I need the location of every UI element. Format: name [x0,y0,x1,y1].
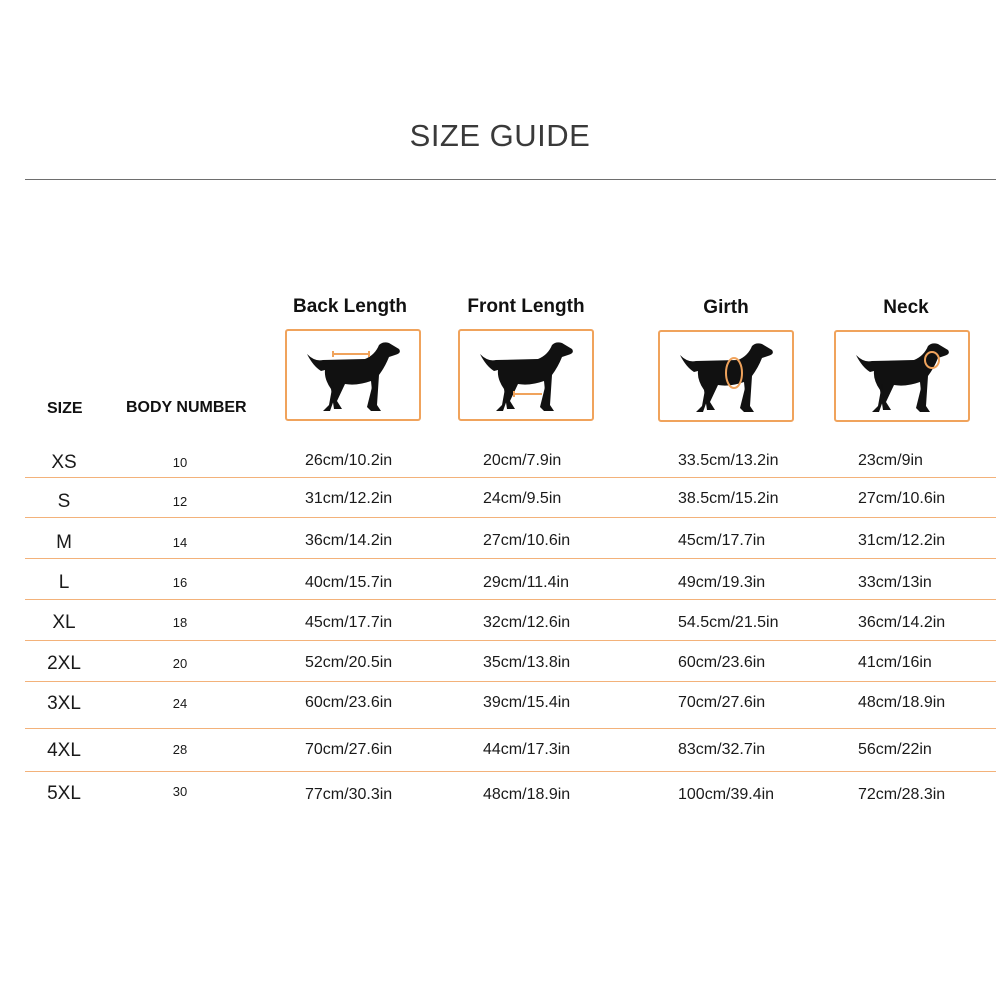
neck-cell: 41cm/16in [858,654,932,671]
body-number-cell: 24 [172,696,188,711]
front-length-cell: 35cm/13.8in [483,654,571,671]
front-length-cell: 32cm/12.6in [483,614,571,631]
row-divider [25,728,996,729]
body-number-cell: 30 [172,784,188,799]
size-cell: S [57,491,71,512]
size-cell: 4XL [47,740,81,761]
front-length-cell: 27cm/10.6in [483,532,571,549]
size-cell: M [56,532,72,553]
body-number-cell: 12 [172,494,188,509]
column-header-girth: Girth [703,297,749,318]
size-cell: 3XL [47,693,81,714]
front-length-cell: 29cm/11.4in [483,574,569,591]
girth-cell: 38.5cm/15.2in [678,490,779,507]
size-cell: L [58,572,70,593]
neck-cell: 48cm/18.9in [858,694,946,711]
back-length-cell: 26cm/10.2in [305,452,393,469]
row-divider [25,477,996,478]
size-cell: XS [51,452,77,473]
body-number-cell: 14 [172,535,188,550]
back-length-cell: 36cm/14.2in [305,532,393,549]
front-length-cell: 24cm/9.5in [483,490,562,507]
body-number-cell: 10 [172,455,188,470]
back-length-cell: 52cm/20.5in [305,654,393,671]
title-divider [25,179,996,180]
back-length-cell: 31cm/12.2in [305,490,393,507]
body-number-cell: 16 [172,575,188,590]
row-divider [25,640,996,641]
dog-neck-icon [834,330,970,422]
size-cell: XL [52,612,76,633]
size-cell: 5XL [47,783,81,804]
page-title: SIZE GUIDE [409,118,591,153]
back-length-cell: 77cm/30.3in [305,786,393,803]
girth-cell: 45cm/17.7in [678,532,766,549]
back-length-cell: 70cm/27.6in [305,741,393,758]
row-divider [25,599,996,600]
front-length-cell: 20cm/7.9in [483,452,562,469]
neck-cell: 72cm/28.3in [858,786,946,803]
girth-cell: 70cm/27.6in [678,694,766,711]
neck-cell: 31cm/12.2in [858,532,946,549]
front-length-cell: 39cm/15.4in [483,694,571,711]
back-length-cell: 60cm/23.6in [305,694,393,711]
neck-cell: 36cm/14.2in [858,614,946,631]
back-length-cell: 40cm/15.7in [305,574,393,591]
size-column-label: SIZE [47,400,83,417]
girth-cell: 100cm/39.4in [678,786,775,803]
size-cell: 2XL [47,653,81,674]
back-length-cell: 45cm/17.7in [305,614,393,631]
column-header-neck: Neck [883,297,929,318]
girth-cell: 49cm/19.3in [678,574,766,591]
row-divider [25,558,996,559]
column-header-back-length: Back Length [292,296,408,317]
row-divider [25,517,996,518]
neck-cell: 27cm/10.6in [858,490,946,507]
dog-girth-icon [658,330,794,422]
row-divider [25,771,996,772]
body-number-cell: 18 [172,615,188,630]
girth-cell: 83cm/32.7in [678,741,766,758]
girth-cell: 33.5cm/13.2in [678,452,779,469]
dog-front-length-icon [458,329,594,421]
neck-cell: 56cm/22in [858,741,932,758]
front-length-cell: 48cm/18.9in [483,786,571,803]
girth-cell: 60cm/23.6in [678,654,766,671]
body-number-column-label: BODY NUMBER [126,399,247,416]
column-header-front-length: Front Length [467,296,585,317]
girth-cell: 54.5cm/21.5in [678,614,779,631]
neck-cell: 23cm/9in [858,452,923,469]
row-divider [25,681,996,682]
body-number-cell: 28 [172,742,188,757]
body-number-cell: 20 [172,656,188,671]
dog-back-length-icon [285,329,421,421]
front-length-cell: 44cm/17.3in [483,741,571,758]
neck-cell: 33cm/13in [858,574,932,591]
